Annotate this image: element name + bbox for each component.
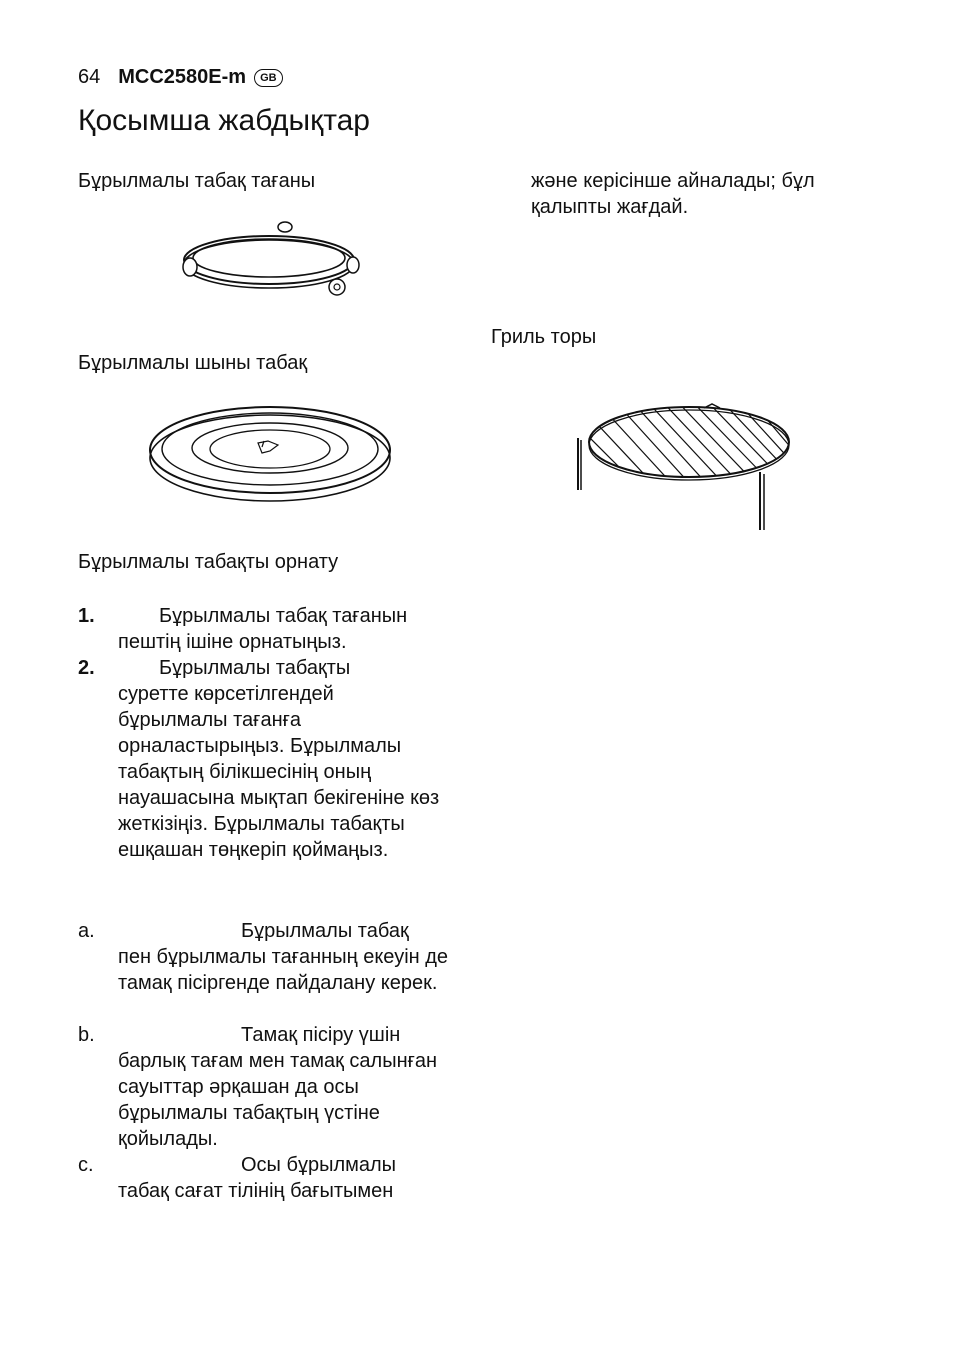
step-lead: Бұрылмалы табақты <box>159 657 351 679</box>
note-text: барлық тағам мен тамақ салынған сауыттар әрқашан да осы бұрылмалы табақтың үстіне қойылады. <box>118 1050 438 1150</box>
page-title: Қосымша жабдықтар <box>78 104 370 137</box>
heading-grill-rack: Гриль торы <box>491 326 597 348</box>
note-text: пен бұрылмалы тағанның екеуін де тамақ пісіргенде пайдалану керек. <box>118 946 449 994</box>
heading-install: Бұрылмалы табақты орнату <box>78 551 339 573</box>
note-lead: Тамақ пісіру үшін <box>241 1024 401 1046</box>
step-2 <box>78 655 458 863</box>
note-marker: c. <box>78 1154 94 1176</box>
note-marker: a. <box>78 920 95 942</box>
note-b <box>78 1022 468 1152</box>
note-lead: Осы бұрылмалы <box>241 1154 397 1176</box>
page-number: 64 <box>78 66 101 88</box>
grill-rack-illustration <box>572 400 797 535</box>
step-text: суретте көрсетілгендей бұрылмалы тағанға орналастырыңыз. Бұрылмалы табақтың білікшесінің оның науашасына мықтап бекігеніне көз жеткізіңіз. Бұрылмалы табақты ешқашан төңкеріп қоймаңыз. <box>118 683 440 861</box>
note-lead: Бұрылмалы табақ <box>241 920 409 942</box>
step-text: пештің ішіне орнатыңыз. <box>118 631 347 653</box>
note-text: табақ сағат тілінің бағытымен <box>118 1180 394 1202</box>
continuation-text: және керісінше айналады; бұл қалыпты жағдай. <box>531 170 815 218</box>
note-a <box>78 918 468 996</box>
step-1 <box>78 603 478 655</box>
roller-ring-illustration <box>175 215 365 300</box>
step-lead: Бұрылмалы табақ тағанын <box>159 605 408 627</box>
model-name: MCC2580E-m <box>118 66 247 88</box>
note-c <box>78 1152 468 1204</box>
note-marker: b. <box>78 1024 95 1046</box>
region-badge: GB <box>254 69 283 87</box>
heading-glass-tray: Бұрылмалы шыны табақ <box>78 352 308 374</box>
step-marker: 2. <box>78 657 95 679</box>
glass-tray-illustration <box>146 403 396 513</box>
heading-roller-ring: Бұрылмалы табақ тағаны <box>78 170 316 192</box>
step-marker: 1. <box>78 605 95 627</box>
page-header <box>78 66 283 89</box>
